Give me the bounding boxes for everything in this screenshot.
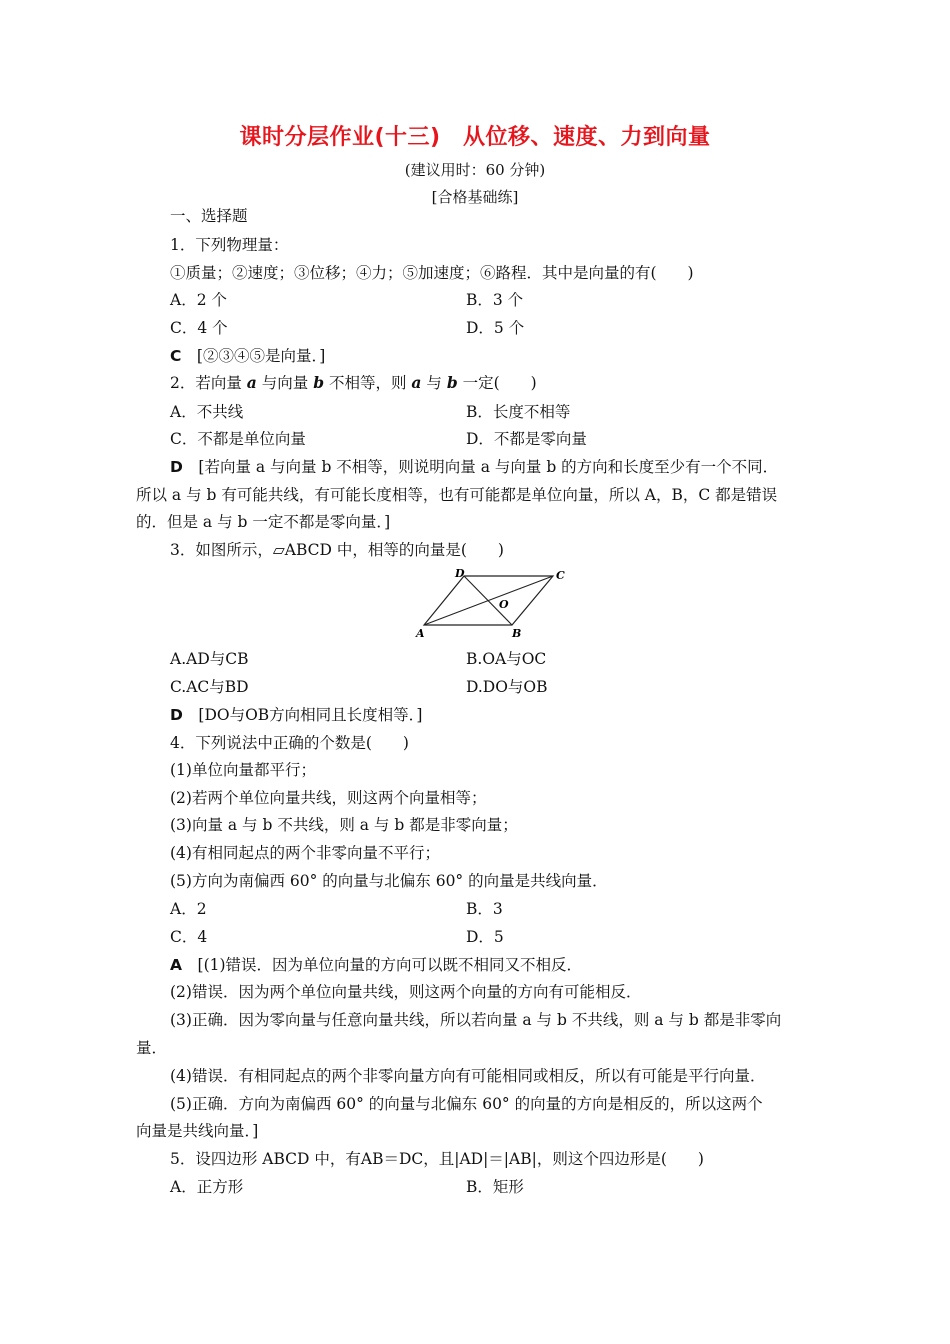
page-title: 课时分层作业(十三) 从位移、速度、力到向量 — [239, 125, 711, 150]
q4-item-4: (4)有相同起点的两个非零向量不平行； — [170, 844, 440, 862]
label-d: D — [455, 567, 465, 580]
q3-option-c: C.AC与BD — [170, 678, 249, 696]
q4-option-d: D．5 — [466, 928, 504, 946]
q2-answer: D — [170, 458, 183, 476]
q4-item-5: (5)方向为南偏西 60° 的向量与北偏东 60° 的向量是共线向量． — [170, 872, 608, 890]
q2-explain-3: 的．但是 a 与 b 一定不都是零向量．] — [136, 513, 391, 531]
label-c: C — [556, 569, 565, 582]
q2-option-b: B．长度不相等 — [466, 403, 571, 421]
q3-stem: 3．如图所示，▱ABCD 中，相等的向量是( ) — [170, 541, 504, 559]
q2-stem: 2．若向量 a 与向量 b 不相等，则 a 与 b 一定( ) — [170, 373, 537, 392]
label-o: O — [499, 598, 509, 611]
q3-option-d: D.DO与OB — [466, 678, 548, 696]
q4-explain-7: 向量是共线向量．] — [136, 1122, 259, 1140]
q1-option-c: C．4 个 — [170, 319, 228, 337]
q4-option-a: A．2 — [170, 900, 207, 918]
q2-option-a: A．不共线 — [170, 403, 244, 421]
q4-explain-3: (3)正确．因为零向量与任意向量共线，所以若向量 a 与 b 不共线，则 a 与 b 都是非零向 — [170, 1011, 782, 1029]
q4-item-1: (1)单位向量都平行； — [170, 761, 316, 779]
label-a: A — [416, 627, 425, 640]
q3-option-b: B.OA与OC — [466, 650, 547, 668]
q3-answer: D — [170, 706, 183, 724]
q2-explain-1: [若向量 a 与向量 b 不相等，则说明向量 a 与向量 b 的方向和长度至少有一个不同． — [198, 458, 779, 476]
q3-answer-line — [170, 705, 422, 725]
q4-answer-line — [170, 955, 582, 975]
q4-explain-4: 量． — [136, 1039, 168, 1057]
part-heading: 一、选择题 — [170, 207, 248, 225]
label-b: B — [512, 627, 522, 640]
q1-list: ①质量；②速度；③位移；④力；⑤加速度；⑥路程．其中是向量的有( ) — [170, 264, 694, 282]
q1-stem: 1．下列物理量： — [170, 236, 289, 254]
q1-option-d: D．5 个 — [466, 319, 525, 337]
q4-item-3: (3)向量 a 与 b 不共线，则 a 与 b 都是非零向量； — [170, 816, 518, 834]
q5-stem: 5．设四边形 ABCD 中，有AB＝DC，且|AD|＝|AB|，则这个四边形是( ) — [170, 1150, 704, 1168]
q5-option-b: B．矩形 — [466, 1178, 524, 1196]
q4-explain-2: (2)错误．因为两个单位向量共线，则这两个向量的方向有可能相反． — [170, 983, 642, 1001]
q4-explain-6: (5)正确．方向为南偏西 60° 的向量与北偏东 60° 的向量的方向是相反的，所以这两个 — [170, 1095, 763, 1113]
q1-answer: C — [170, 347, 182, 365]
q4-stem: 4．下列说法中正确的个数是( ) — [170, 734, 409, 752]
q4-explain-1: [(1)错误．因为单位向量的方向可以既不相同又不相反． — [197, 956, 583, 974]
q5-option-a: A．正方形 — [170, 1178, 244, 1196]
q4-answer: A — [170, 956, 182, 974]
q4-item-2: (2)若两个单位向量共线，则这两个向量相等； — [170, 789, 487, 807]
time-hint: (建议用时：60 分钟) — [404, 161, 546, 179]
q2-option-c: C．不都是单位向量 — [170, 430, 306, 448]
q1-option-a: A．2 个 — [170, 291, 227, 309]
q1-option-b: B．3 个 — [466, 291, 524, 309]
q4-explain-5: (4)错误．有相同起点的两个非零向量方向有可能相同或相反，所以有可能是平行向量． — [170, 1067, 766, 1085]
q2-explain-2: 所以 a 与 b 有可能共线，有可能长度相等，也有可能都是单位向量，所以 A，B，C 都是错误 — [136, 486, 778, 504]
parallelogram-figure — [410, 565, 575, 640]
q3-option-a: A.AD与CB — [170, 650, 249, 668]
q1-explain: [②③④⑤是向量．] — [196, 347, 326, 365]
q4-option-b: B．3 — [466, 900, 503, 918]
q2-option-d: D．不都是零向量 — [466, 430, 587, 448]
section-heading: [合格基础练] — [431, 188, 519, 206]
q4-option-c: C．4 — [170, 928, 208, 946]
q3-explain: [DO与OB方向相同且长度相等．] — [198, 706, 423, 724]
q2-answer-line — [170, 457, 778, 477]
q1-answer-line — [170, 346, 325, 366]
